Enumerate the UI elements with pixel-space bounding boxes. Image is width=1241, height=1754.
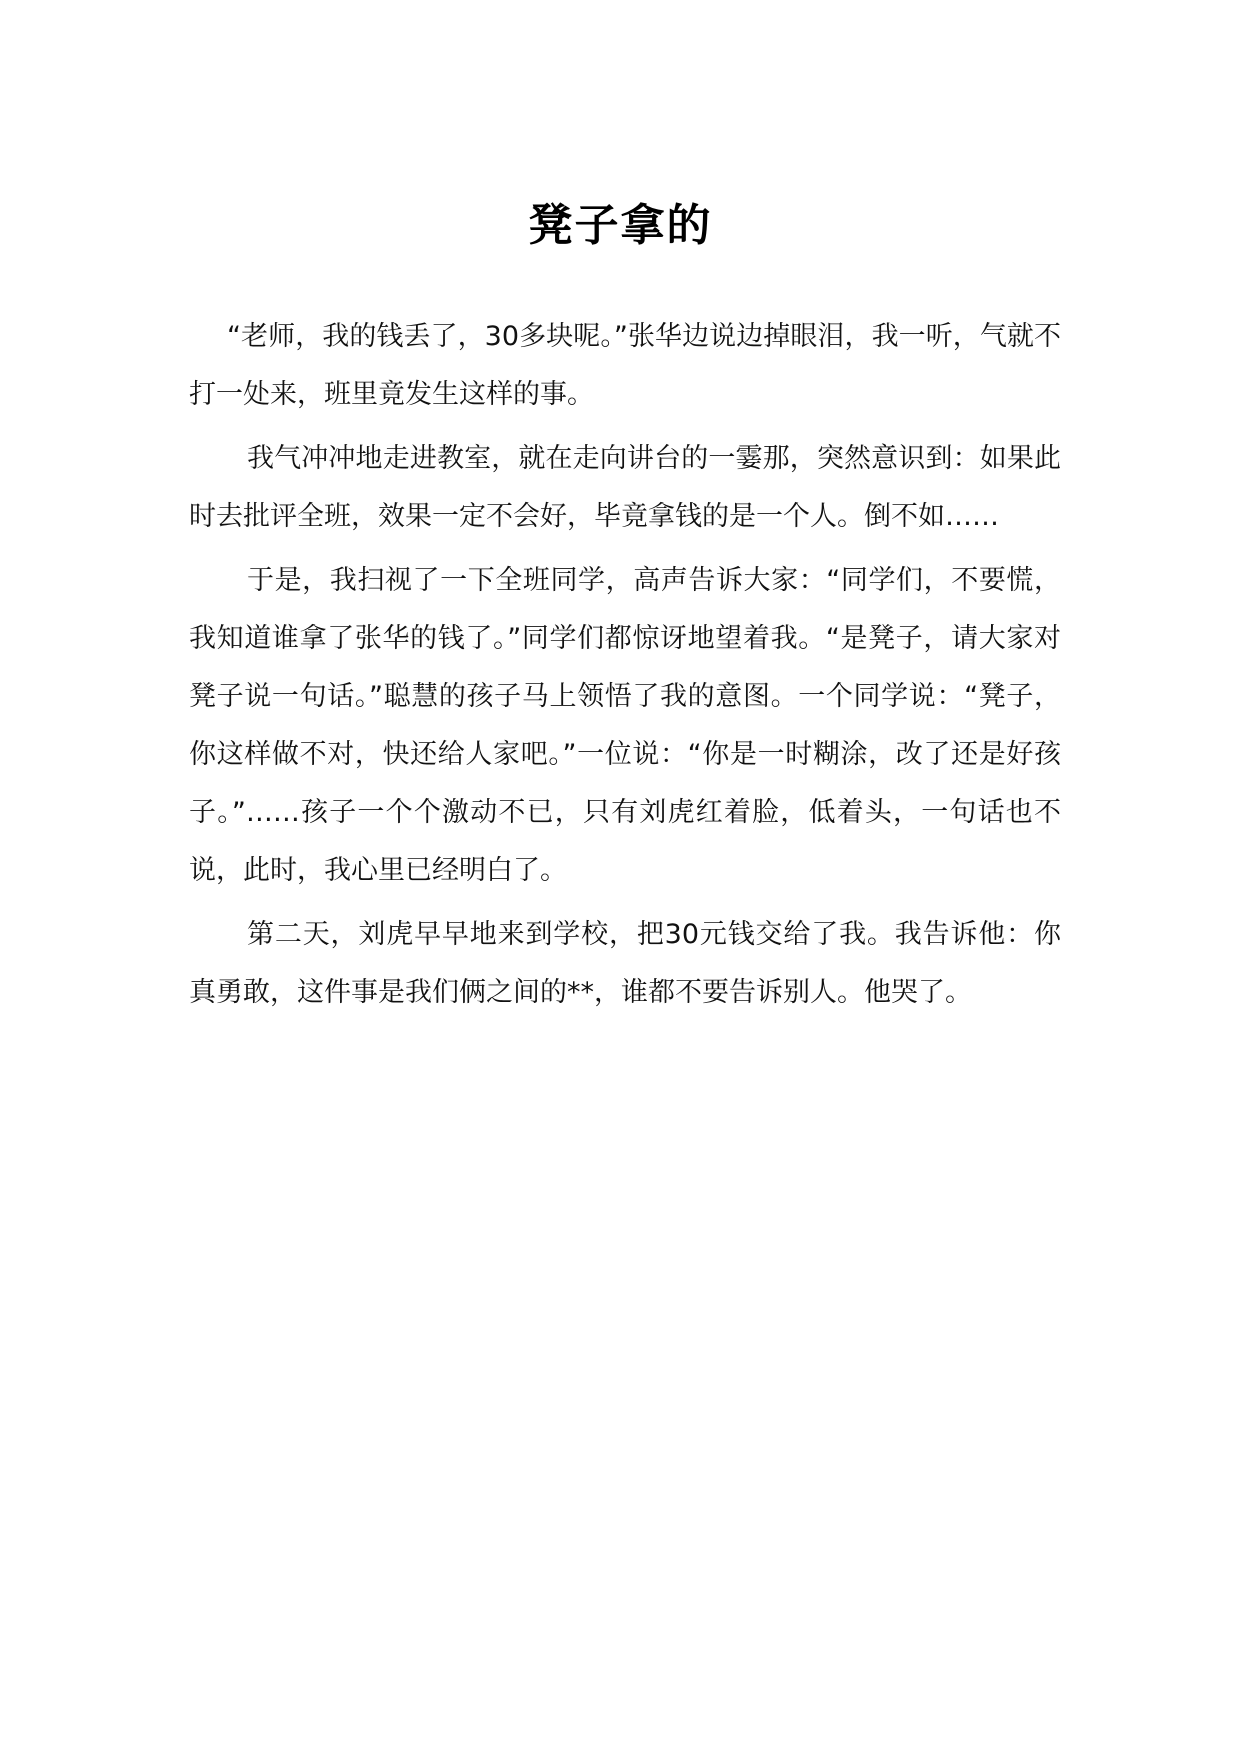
paragraph-1: “老师，我的钱丢了，30多块呢。”张华边说边掉眼泪，我一听，气就不打一处来，班里竟发生这样的事。 [189, 321, 1061, 410]
paragraph-2: 我气冲冲地走进教室，就在走向讲台的一霎那，突然意识到：如果此时去批评全班，效果一定不会好，毕竟拿钱的是一个人。倒不如…… [189, 443, 1061, 532]
paragraph-3: 于是，我扫视了一下全班同学，高声告诉大家：“同学们，不要慌，我知道谁拿了张华的钱了。”同学们都惊讶地望着我。“是凳子，请大家对凳子说一句话。”聪慧的孩子马上领悟了我的意图。一个同学说：“凳子，你这样做不对，快还给人家吧。”一位说：“你是一时糊涂，改了还是好孩子。”……孩子一个个激动不已，只有刘虎红着脸，低着头，一句话也不说，此时，我心里已经明白了。 [189, 565, 1061, 886]
document-title: 凳子拿的 [528, 200, 713, 251]
paragraph-4: 第二天，刘虎早早地来到学校，把30元钱交给了我。我告诉他：你真勇敢，这件事是我们俩之间的**，谁都不要告诉别人。他哭了。 [189, 919, 1061, 1008]
document-body [189, 308, 1061, 1028]
